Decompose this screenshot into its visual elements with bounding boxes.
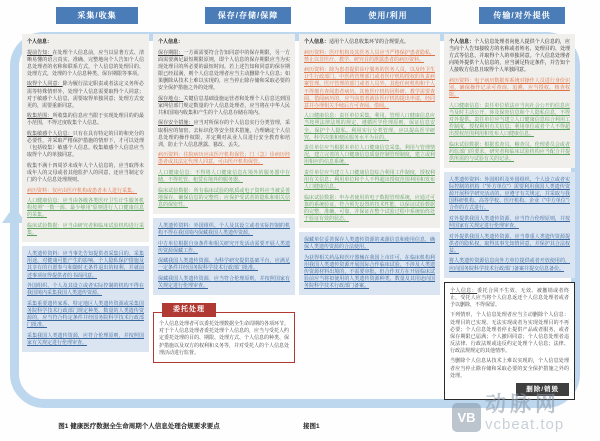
paragraph: 人口健康信息：责任单位采集、利用、管理人口健康信息应当按照法律法规的规定，遵循医学伦理原则，保证信息安全，保护个人隐私。利用实行分类管理，应以提高医学研究、科学决策和便民服务水平为目的。 xyxy=(304,113,435,141)
watermark-brand: 动脉网 xyxy=(485,393,560,416)
paragraph: 保存安全措施：应当对所保存的个人信息实行分类管理，采取相应的加密、去标识化等安全技术措施，合理确定个人信息处理的操作权限，并定期对从业人员进行安全教育和培训，防止个人信息泄露、篡改、丢失。 xyxy=(158,120,290,148)
paragraph: 中方单位根据自身条件和相关研究开发活动需要开展人类遗传资源保藏工作。 xyxy=(158,240,290,254)
paragraph: 病历资料：医疗机构及其医务人员应当严格保护患者隐私，禁止以非医疗、教学、研究目的泄露患者的病历资料。 xyxy=(304,49,435,63)
paragraph-lead: 个人信息： xyxy=(449,39,475,45)
delete-destroy-box xyxy=(444,282,575,401)
paragraph: 取得个人同意：除为履行法定职责或者法定义务所必需等特殊情形外，处理个人信息需要取得个人同意；对于敏感个人信息，需要取得单独同意；处理方式变更的，需要重新同意。 xyxy=(27,81,144,109)
paragraph: 为获得相关药品和医疗器械在我国上市许可，在临床机构利用我国人类遗传资源开展国际合作临床试验、不涉及人类遗传资源材料出境的，不需要审批，但合作双方在开展临床试验前应当将拟使用的人类遗传资源种类、数量及其用途向国务院科学技术行政部门备案。 xyxy=(304,254,435,290)
paragraph-lead: 临床试验数据： xyxy=(158,187,194,194)
use-genetic-resource-block xyxy=(299,232,440,295)
paragraph-lead: 人类遗传资料： xyxy=(27,251,63,258)
paragraph: 收集敏感个人信息：只有在具有特定的目的和充分的必要性，并采取严格保护措施的情形下，才可以处理（包括收集）敏感个人信息。收集敏感个人信息应当取得个人的单独同意。 xyxy=(27,131,144,159)
paragraph: 个人信息：个人信息处理者向他人提供个人信息的，应当向个人告知接收方的名称或者姓名、处理目的、处理方式等信息，并取得个人的单独同意。个人信息处理者向境外提供个人信息的，应当满足特定条件，并告知个人接收方信息且取得个人单独同意。 xyxy=(449,39,570,74)
paragraph-lead: 病历资料： xyxy=(304,67,330,74)
paragraph: 个人信息：委托合同不生效、无效、被撤销或者终止，受托人应当将个人信息返还个人信息处理者或者予以删除，不得保留。 xyxy=(450,287,569,308)
paragraph-lead: 个人信息： xyxy=(27,39,53,45)
paragraph: 责任单位应当根据本单位人口健康信息采集、利用与管理情况，建立完善的人口健康信息质量控制管理制度，建立或利用相应的信息系统。 xyxy=(304,145,435,166)
paragraph: 提前告知：在处理个人信息前，应当以显著方式、清晰易懂的语言真实、准确、完整地向个人告知个人信息处理者的名称和联系方式，个人信息的处理目的、处理方式，处理的个人信息种类、保存期限等事项。 xyxy=(27,49,144,77)
paragraph: 病历资料：仅应由医疗机构或患者本人进行采集。 xyxy=(27,187,138,194)
stage-header-use: 使用/利用 xyxy=(345,7,431,24)
paragraph-lead: 病历资料： xyxy=(27,187,53,194)
paragraph: 采集重要遗传家系、特定地区人类遗传资源或采集国务院科学技术行政部门规定种类、数量的人类遗传资源的，应当符合特定条件并经国务院科学技术行政部门批准。 xyxy=(27,300,144,329)
paragraph-lead: 收集敏感个人信息： xyxy=(27,131,73,138)
paragraph-lead: 病历资料： xyxy=(449,77,475,84)
paragraph-lead: 病历资料： xyxy=(304,49,330,56)
paragraph: 临床试验数据：申办者使用的电子数据管理系统，应通过可靠的系统验证，符合预先设置的技术性能，以保证试验数据的完整、准确、可靠，并保证在整个试验过程中系统始终处于验证有效的状态。 xyxy=(304,194,435,223)
paragraph-lead: 临床试验数据： xyxy=(449,141,485,148)
paragraph: 保藏我国人类遗传资源，应当符合伦理原则，并按照国家有关规定进行伦理审查。 xyxy=(158,276,290,290)
paragraph-lead: 人口健康信息： xyxy=(449,102,485,109)
use-personal-info-block xyxy=(299,34,440,228)
paragraph-lead: 人口健康信息： xyxy=(304,113,340,120)
collect-personal-info-block xyxy=(22,34,149,242)
paragraph: 病历资料：电子病历数据库系统对操作人员进行身份识别，确保操作记录可查询、追溯，应当授权、核查权限。 xyxy=(449,77,570,99)
store-personal-info-block xyxy=(153,34,295,214)
paragraph: 外国组织、个人及其设立或者实际控制的机构不得在我国境内采集我国人类遗传资源。 xyxy=(27,283,144,297)
paragraph: 人口健康信息：不得将人口健康信息在境外的服务器中存储，不得托管、租赁在境外的服务器。 xyxy=(158,170,290,184)
stage-header-store: 保存/存储/保障 xyxy=(205,7,291,24)
paragraph: 当删除个人信息从技术上难以实现的，个人信息处理者应当停止除存储和采取必要的安全保护措施之外的处理。 xyxy=(450,358,569,379)
paragraph: 人类遗传资料：应当事先告知提供者采集目的、采集用途、对健康可能产生的影响、个人隐私保护措施及其享有的自愿参与和随时无条件退出的权利，并就前述事项征得提供者的书面同意。 xyxy=(27,251,144,279)
paragraph: 病历资料：住院病历应由医疗机构保管；门（急）诊病历经患者或其法定代理人同意，可由医疗机构保管。 xyxy=(158,152,290,166)
paragraph: 临床试验数据：所有临床试验的纸质或电子资料应当被妥善地保存，确保信息的完整性；应保护受试者的隐私和相关信息的保密性。 xyxy=(158,187,290,208)
paragraph-lead: 人口健康信息： xyxy=(27,198,63,205)
transfer-genetic-resource-block xyxy=(444,172,575,278)
entrust-tab-label: 委托处理 xyxy=(162,303,216,317)
delete-destroy-label: 删除/销毁 xyxy=(516,383,569,396)
paragraph-lead: 取得个人同意： xyxy=(27,81,63,88)
store-column xyxy=(153,34,295,363)
paragraph xyxy=(27,39,144,46)
entrust-processing-box xyxy=(153,306,295,362)
paragraph: 保藏单位妥善保存人类遗传资源的来源信息和使用信息，确保人类遗传资源的合法使用。 xyxy=(304,237,435,251)
paragraph: 收集范围：所收集的信息应当限于实现处理目的的最小范围，不得过度收集个人信息。 xyxy=(27,113,144,127)
paragraph: 临床试验数据：根据监查员、稽查员、伦理委员会或者药监部门的要求，研究者和临床试验机构应当配合并提供所需的与试验有关的记录。 xyxy=(449,141,570,162)
figure-caption: 图1 健康医疗数据全生命周期个人信息处理合规要求要点 xyxy=(58,423,220,430)
paragraph: 个人信息：适用个人信息收集环节的合规要点。 xyxy=(304,39,410,45)
paragraph: 人口健康信息：应当由各级各类医疗卫生计生服务机构按照“一数一源、最少够用”原则进行人口健康信息的采集。 xyxy=(27,198,144,219)
stage-header-transfer: 传输/对外提供 xyxy=(479,7,565,24)
paragraph xyxy=(158,39,290,46)
paragraph-lead: 个人信息： xyxy=(158,39,184,45)
paragraph: 人类遗传资料：外国组织及外国组织、个人设立或者实际控制的机构（“外方单位”）需要利用我国人类遗传资源开展科学研究活动的，应遵守有关规定，并采取与我国科研机构、高等学校、医疗机构、企业（“中方单位”）合作的方式进行。 xyxy=(449,177,570,212)
use-column xyxy=(299,34,440,295)
transfer-personal-info-block xyxy=(444,34,575,168)
paragraph: 临床试验数据：应当由研究者和临床试验机构进行采集。 xyxy=(27,223,144,237)
paragraph: 保藏我国人类遗传资源、为科学研究提供基础平台，应满足一定条件并经国务院科学技术行政部门批准。 xyxy=(158,258,290,272)
paragraph: 保存期限：一方面需要符合告知同意中的保存期限，另一方面需要满足最短期限原则，即个人信息的保存期限应当为实现处理目的所必要的最短时间。若上述告知和同意的保存期限已经届满，则个人信息处理者应当主动删除个人信息；如果删除从技术上难以实现的，应当停止除存储和采取必要的安全保护措施之外的处理。 xyxy=(158,49,290,92)
paragraph: 对外提供我国人类遗传资源，应当符合伦理原则，并按照国家有关规定进行伦理审查。 xyxy=(449,215,570,230)
figure-continuation-note: 接图1 xyxy=(303,423,320,430)
transfer-column xyxy=(444,34,575,400)
collect-genetic-resource-block xyxy=(22,246,149,352)
collect-column xyxy=(22,34,149,352)
paragraph-lead: 临床试验数据： xyxy=(27,223,63,230)
paragraph-lead: 人类遗传资料： xyxy=(158,222,194,229)
paragraph-lead: 人口健康信息： xyxy=(158,170,196,176)
paragraph: 对外提供我国人类遗传资源，应当尊重人类遗传资源提供者的隐私权，取得其事先知情同意，并保护其合法权益。 xyxy=(449,233,570,254)
paragraph: 病历资料：除为患者提供诊疗服务的医务人员，以及经卫生计生行政部门、中医药管理部门或者医疗机构授权的负责病案管理、医疗管理的部门或者人员外，其他任何机构和个人不得擅自查阅患者病历。其他医疗机构因科研、教学需要查阅、借阅病历的，应当向患者就诊医疗机构提出申请，经同意并办理相关手续后方可查阅、借阅。 xyxy=(304,67,435,109)
paragraph-lead: 保存安全措施： xyxy=(158,120,194,127)
vcbeat-logo-icon: VB xyxy=(452,403,481,432)
paragraph-lead: 病历资料： xyxy=(158,152,184,159)
paragraph: 责任单位应当建立人口健康信息综合利用工作制度，授权利用有关信息；利用单位和个人不得超出授权范围利用和发布人口健康信息。 xyxy=(304,170,435,191)
stage-header-collect: 采集/收集 xyxy=(56,7,138,24)
paragraph-lead: 临床试验数据： xyxy=(304,194,340,201)
paragraph: 下列情形，个人信息处理者应当主动删除个人信息：处理目的已实现、无法实现或者为实现处理目的不再必要；个人信息处理者停止提供产品或者服务，或者保存期限已届满；个人撤回同意；个人信息处理者违反法律、行政法规或违反约定处理个人信息；法律、行政法规规定的其他情形。 xyxy=(450,312,569,354)
paragraph: 人口健康信息：责任单位依法应当向社会公开的信息应当及时主动公开，涉及保密信息和个人隐私信息，不得对外提供。责任单位应当建立人口健康信息综合利用工作制度，授权利用有关信息；利用单位或者个人不得超出授权范围利用和发布人口健康信息。 xyxy=(449,102,570,138)
paragraph-lead: 人类遗传资料： xyxy=(449,177,485,183)
paragraph: 采集我国人类遗传资源，应符合伦理原则，并按照国家有关规定进行伦理审查。 xyxy=(27,332,144,346)
paragraph: 个人信息处理者可以委托处理数据全生命周期的各项环节。对于个人信息处理者委托处理个人信息的，应当与受托人约定委托处理的目的、期限、处理方式、个人信息的种类、保护措施以及双方的权利和义务等，并对受托人的个人信息处理活动进行监督。 xyxy=(159,321,290,356)
paragraph-lead: 提前告知： xyxy=(27,49,53,56)
watermark-site: vcbeat.top xyxy=(485,416,565,433)
paragraph-lead: 个人信息： xyxy=(304,39,330,45)
paragraph-lead: 收集范围： xyxy=(27,113,53,120)
paragraph-lead: 保存地点： xyxy=(158,95,184,102)
paragraph: 保存地点：关键信息基础设施运营者和处理个人信息达到国家网信部门规定数量的个人信息处理者，应当将在中华人民共和国境内收集和产生的个人信息存储在境内。 xyxy=(158,95,290,116)
paragraph-lead: 个人信息： xyxy=(450,287,478,294)
paragraph: 人类遗传资料：外国组织、个人及其设立或者实际控制的机构不得在我国境内保藏我国人类遗传资源。 xyxy=(158,222,290,237)
paragraph: 收集不满十四周岁未成年人个人信息的，应当取得未成年人的父母或者其他监护人的同意，还应当制定专门的个人信息处理规则。 xyxy=(27,162,144,184)
paragraph: 将人类遗传资源信息向外方单位提供或者开放使用的，应向国务院科学技术行政部门备案并提交信息备份。 xyxy=(449,258,570,272)
paragraph-lead: 保存期限： xyxy=(158,49,184,56)
store-genetic-resource-block xyxy=(153,218,295,295)
